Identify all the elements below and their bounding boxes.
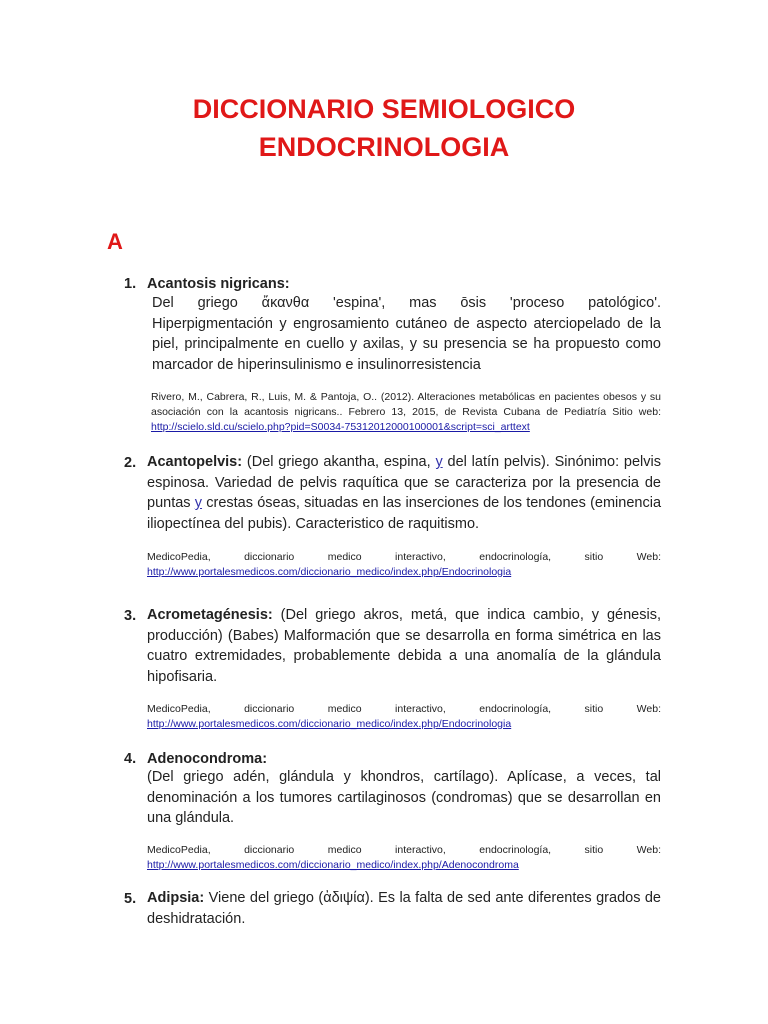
entry-text: (Del griego adén, glándula y khondros, cartílago). Aplícase, a veces, tal denominación a los tumores cartilaginosos (condromas) que se desarrollan en una glándula. <box>147 769 661 826</box>
y-link[interactable]: y <box>194 495 203 511</box>
document-title-line-1: DICCIONARIO SEMIOLOGICO <box>192 94 576 124</box>
reference-link[interactable]: http://www.portalesmedicos.com/diccionario_medico/index.php/Endocrinologia <box>147 566 512 578</box>
entry-term: Adenocondroma: <box>147 751 268 767</box>
entry-text-part-a: (Del griego akantha, espina, <box>246 454 431 470</box>
y-link[interactable]: y <box>435 454 443 470</box>
reference-text: Rivero, M., Cabrera, R., Luis, M. & Pantoja, O.. (2012). Alteraciones metabólicas en pacientes obesos y su asociación con la acantosis nigricans.. Febrero 13, 2015, de Revista Cubana de Pediatría Sitio web: <box>151 391 661 418</box>
entry-number: 2. <box>124 455 137 471</box>
entry-text-part-c: crestas óseas, situadas en las inserciones de los tendones (eminencia iliopectínea del pubis). Caracteristico de raquitismo. <box>147 495 662 532</box>
entry-reference <box>147 550 661 580</box>
entry-number: 1. <box>124 276 137 292</box>
entry-definition <box>147 767 661 829</box>
entry-text-part-b: del latín pelvis). Sinónimo: pelvis espinosa. Variedad de pelvis raquítica que se caracteriza por la presencia de puntas <box>147 454 661 511</box>
entry-definition-first-line: Del griego ἄκανθα 'espina', mas ōsis 'proceso patológico'. <box>152 295 661 311</box>
entry-reference <box>147 843 661 873</box>
entry-reference <box>147 702 661 732</box>
entry-reference <box>151 390 661 435</box>
entry-definition <box>152 293 661 375</box>
entry-definition <box>147 605 661 687</box>
entry-term: Acantosis nigricans: <box>147 276 290 292</box>
entry-number: 3. <box>124 608 137 624</box>
entry-number: 5. <box>124 891 137 907</box>
entry-definition <box>147 888 661 929</box>
reference-text: MedicoPedia, diccionario medico interactivo, endocrinología, sitio Web: <box>147 551 661 563</box>
entry-term: Acrometagénesis: <box>147 607 273 623</box>
reference-text: MedicoPedia, diccionario medico interactivo, endocrinología, sitio Web: <box>147 703 661 715</box>
entry-text: Viene del griego (ἀδιψία). Es la falta de sed ante diferentes grados de deshidratación. <box>147 890 661 927</box>
document-title-line-2: ENDOCRINOLOGIA <box>258 132 510 162</box>
entry-term: Adipsia: <box>147 890 205 906</box>
reference-link[interactable]: http://www.portalesmedicos.com/diccionario_medico/index.php/Adenocondroma <box>147 859 519 871</box>
entry-number: 4. <box>124 751 137 767</box>
reference-link[interactable]: http://www.portalesmedicos.com/diccionario_medico/index.php/Endocrinologia <box>147 718 512 730</box>
reference-text: MedicoPedia, diccionario medico interactivo, endocrinología, sitio Web: <box>147 844 661 856</box>
entry-definition <box>147 452 661 534</box>
section-letter: A <box>107 229 123 254</box>
entry-term: Acantopelvis: <box>147 454 243 470</box>
entry-text: (Del griego akros, metá, que indica cambio, y génesis, producción) (Babes) Malformación que se desarrolla en forma simétrica en las cuatro extremidades, probablemente debida a una anomalía de la glándula hipofisaria. <box>147 607 661 685</box>
reference-link[interactable]: http://scielo.sld.cu/scielo.php?pid=S0034-75312012000100001&script=sci_arttext <box>151 421 530 433</box>
entry-definition-rest: Hiperpigmentación y engrosamiento cutáneo de aspecto aterciopelado de la piel, principalmente en cuello y axilas, y su presencia se ha propuesto como marcador de hiperinsulinismo e insulinorresistencia <box>152 315 661 373</box>
